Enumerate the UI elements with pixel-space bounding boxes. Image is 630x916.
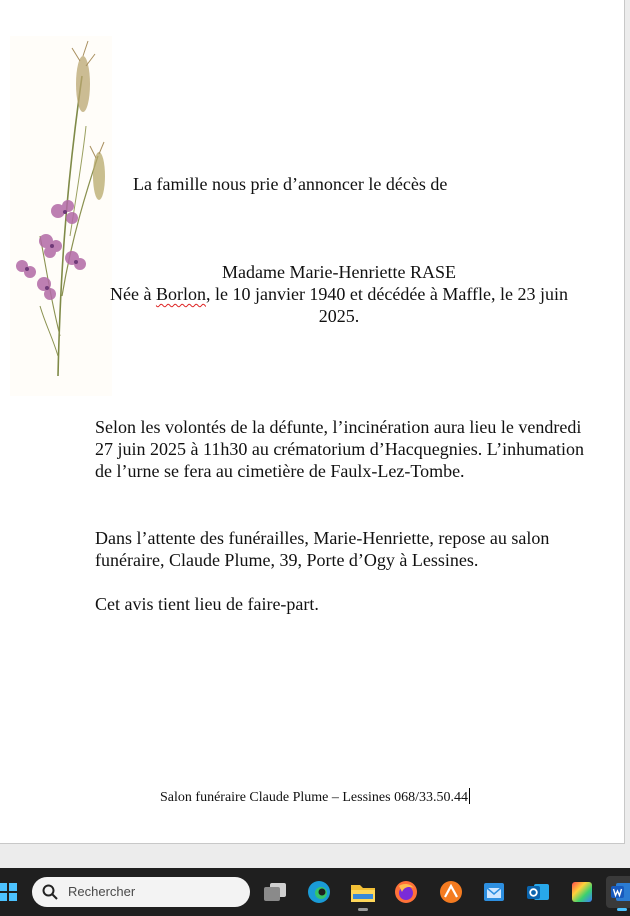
firefox-icon xyxy=(394,880,418,904)
taskbar xyxy=(0,868,630,916)
photo-app-button[interactable] xyxy=(566,876,598,908)
taskbar-search[interactable] xyxy=(32,877,250,907)
ceremony-paragraph: Selon les volontés de la défunte, l’incinération aura lieu le vendredi 27 juin 2025 à 11h30 au crématorium d’Hacquegnies. L’inhumation de l’urne se fera au cimetière de Faulx-Lez-Tombe. xyxy=(95,417,585,481)
orange-app-button[interactable] xyxy=(435,876,467,908)
text-cursor xyxy=(469,788,470,804)
word-icon xyxy=(610,880,630,904)
mail-app-icon xyxy=(481,880,507,904)
start-icon xyxy=(0,883,17,901)
outlook-button[interactable] xyxy=(522,876,554,908)
file-explorer-button[interactable] xyxy=(347,876,379,908)
birth-death-line xyxy=(100,283,578,327)
word-button[interactable] xyxy=(606,876,630,908)
spellcheck-underlined-word[interactable]: Borlon xyxy=(155,284,206,304)
task-view-icon xyxy=(262,881,288,903)
search-placeholder: Rechercher xyxy=(68,884,136,899)
file-explorer-icon xyxy=(350,881,376,903)
firefox-button[interactable] xyxy=(390,876,422,908)
photo-app-icon xyxy=(570,880,594,904)
running-indicator xyxy=(358,908,368,911)
deceased-name: Madame Marie-Henriette RASE xyxy=(222,262,456,282)
start-button[interactable] xyxy=(0,876,24,908)
search-icon xyxy=(42,884,58,900)
task-view-button[interactable] xyxy=(259,876,291,908)
notice-paragraph: Cet avis tient lieu de faire-part. xyxy=(95,594,319,614)
edge-button[interactable] xyxy=(303,876,335,908)
outlook-icon xyxy=(525,880,551,904)
page-footer[interactable] xyxy=(0,788,630,807)
orange-app-icon xyxy=(439,880,463,904)
mail-app-button[interactable] xyxy=(478,876,510,908)
born-prefix: Née à xyxy=(109,284,156,304)
edge-icon xyxy=(307,880,331,904)
wildflower-illustration xyxy=(10,36,112,396)
visitation-paragraph: Dans l’attente des funérailles, Marie-Henriette, repose au salon funéraire, Claude Plume, 39, Porte d’Ogy à Lessines. xyxy=(95,528,550,570)
born-suffix: , le 10 janvier 1940 et décédée à Maffle, le 23 juin 2025. xyxy=(205,284,568,326)
announcement-intro: La famille nous prie d’annoncer le décès de xyxy=(133,174,448,194)
footer-text: Salon funéraire Claude Plume – Lessines 068/33.50.44 xyxy=(160,790,468,805)
running-indicator xyxy=(617,908,627,911)
